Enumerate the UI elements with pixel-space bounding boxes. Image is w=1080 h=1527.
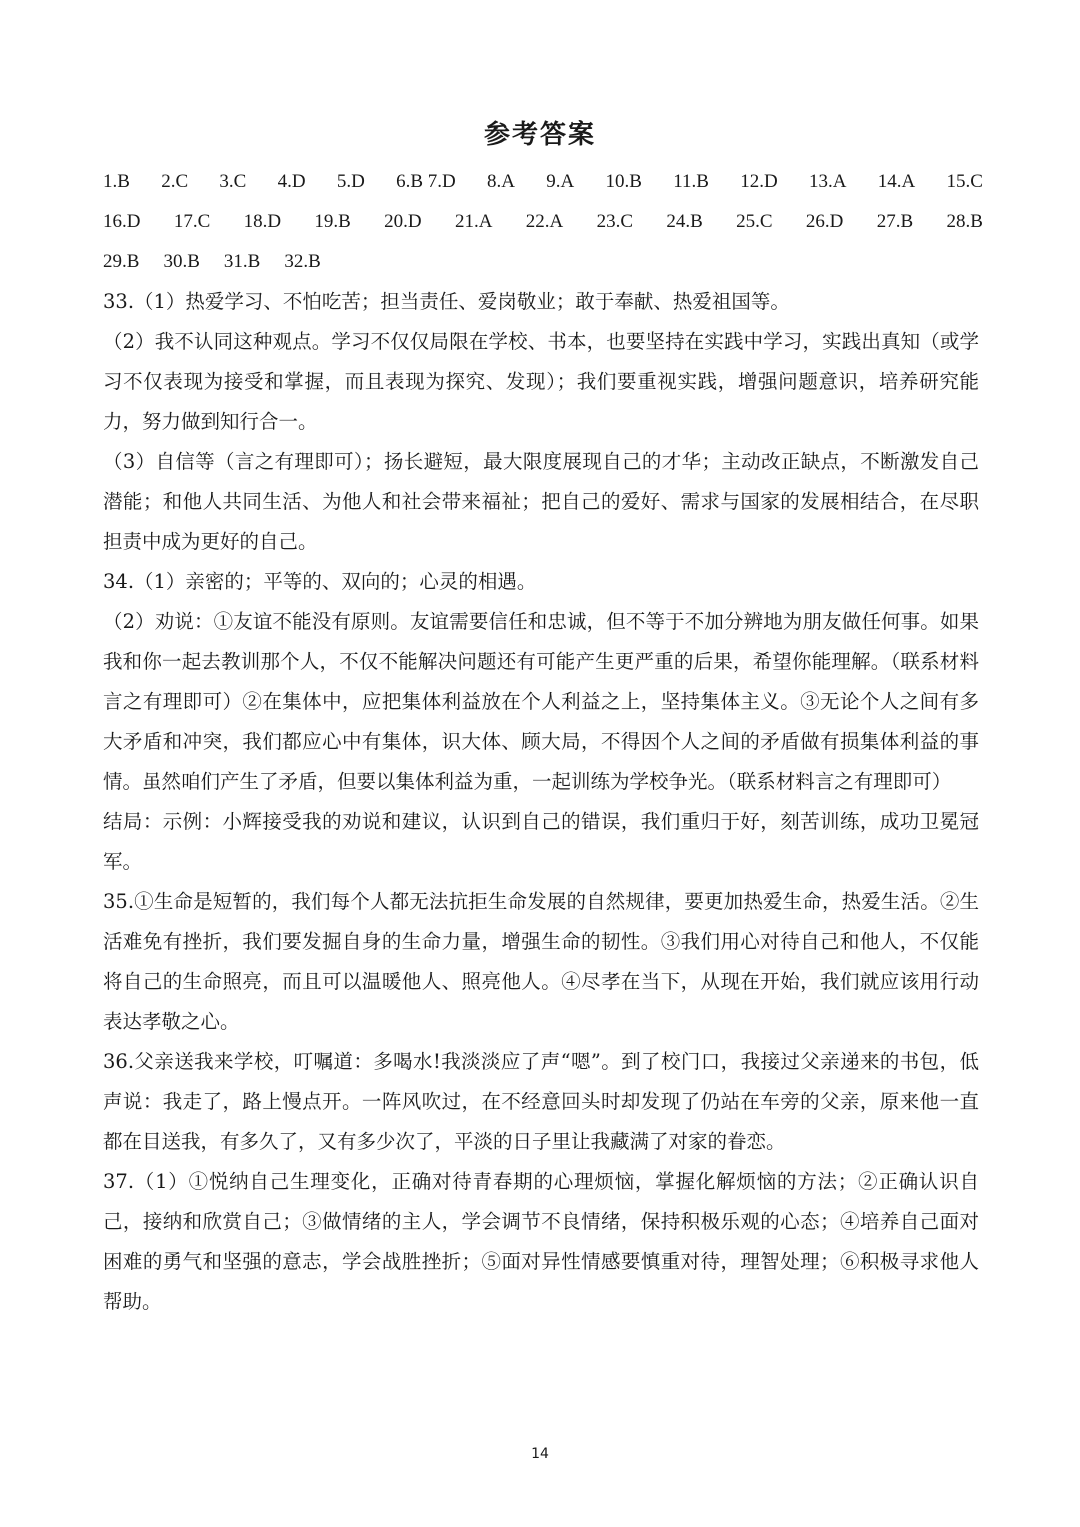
page-title: 参考答案: [483, 120, 596, 150]
mc-answer: 12.D: [740, 171, 778, 192]
mc-answer: 32.B: [284, 251, 321, 272]
mc-answer: 13.A: [808, 171, 847, 192]
mc-answer: 8.A: [487, 171, 516, 192]
mc-answer: 18.D: [243, 211, 282, 232]
mc-answer: 27.B: [876, 211, 914, 232]
answer-paragraph: （3）自信等（言之有理即可）；扬长避短，最大限度展现自己的才华；主动改正缺点，不断激发自己潜能；和他人共同生活、为他人和社会带来福祉；把自己的爱好、需求与国家的发展相结合，在尽职担责中成为更好的自己。: [103, 450, 979, 553]
mc-row: [103, 162, 983, 202]
mc-row: [103, 242, 983, 282]
mc-answer: 20.D: [384, 211, 422, 232]
mc-answer: 25.C: [736, 211, 773, 232]
mc-answer: 5.D: [336, 171, 365, 192]
mc-answer: 24.B: [666, 211, 703, 232]
mc-answer: 9.A: [546, 171, 575, 192]
page-number: 14: [531, 1446, 549, 1462]
mc-answer: 17.C: [173, 211, 211, 232]
mc-answer: 23.C: [596, 211, 634, 232]
mc-answer: 4.D: [277, 171, 306, 192]
answer-paragraph: 35.①生命是短暂的，我们每个人都无法抗拒生命发展的自然规律，要更加热爱生命，热爱生活。②生活难免有挫折，我们要发掘自身的生命力量，增强生命的韧性。③我们用心对待自己和他人，不仅能将自己的生命照亮，而且可以温暖他人、照亮他人。④尽孝在当下，从现在开始，我们就应该用行动表达孝敬之心。: [103, 890, 979, 1033]
mc-answer: 19.B: [314, 211, 351, 232]
mc-answer: 6.B 7.D: [396, 171, 456, 192]
mc-answer: 28.B: [946, 211, 983, 232]
answer-paragraph: 结局：示例：小辉接受我的劝说和建议，认识到自己的错误，我们重归于好，刻苦训练，成功卫冕冠军。: [103, 810, 979, 873]
mc-answer: 21.A: [454, 211, 493, 232]
answer-paragraph: 36.父亲送我来学校，叮嘱道：多喝水!我淡淡应了声“嗯”。到了校门口，我接过父亲递来的书包，低声说：我走了，路上慢点开。一阵风吹过，在不经意回头时却发现了仍站在车旁的父亲，原来他一直都在目送我，有多久了，又有多少次了，平淡的日子里让我藏满了对家的眷恋。: [103, 1050, 979, 1153]
mc-answer: 10.B: [605, 171, 642, 192]
multiple-choice-answers: [103, 162, 983, 282]
mc-answer: 30.B: [163, 251, 200, 272]
answer-paragraph: 33.（1）热爱学习、不怕吃苦；担当责任、爱岗敬业；敢于奉献、热爱祖国等。: [103, 290, 790, 313]
answer-paragraph: （2）劝说：①友谊不能没有原则。友谊需要信任和忠诚，但不等于不加分辨地为朋友做任何事。如果我和你一起去教训那个人，不仅不能解决问题还有可能产生更严重的后果，希望你能理解。（联系材料言之有理即可）②在集体中，应把集体利益放在个人利益之上，坚持集体主义。③无论个人之间有多大矛盾和冲突，我们都应心中有集体，识大体、顾大局，不得因个人之间的矛盾做有损集体利益的事情。虽然咱们产生了矛盾，但要以集体利益为重，一起训练为学校争光。（联系材料言之有理即可）: [103, 610, 979, 793]
mc-answer: 11.B: [673, 171, 709, 192]
mc-answer: 2.C: [161, 171, 189, 192]
mc-answer: 16.D: [103, 211, 141, 232]
answer-paragraph: （2）我不认同这种观点。学习不仅仅局限在学校、书本，也要坚持在实践中学习，实践出真知（或学习不仅表现为接受和掌握，而且表现为探究、发现）；我们要重视实践，增强问题意识，培养研究能力，努力做到知行合一。: [103, 330, 979, 433]
mc-answer: 31.B: [223, 251, 261, 272]
answer-paragraph: 37.（1）①悦纳自己生理变化，正确对待青春期的心理烦恼，掌握化解烦恼的方法；②正确认识自己，接纳和欣赏自己；③做情绪的主人，学会调节不良情绪，保持积极乐观的心态；④培养自己面对困难的勇气和坚强的意志，学会战胜挫折；⑤面对异性情感要慎重对待，理智处理；⑥积极寻求他人帮助。: [103, 1170, 979, 1313]
mc-row: [103, 202, 983, 242]
mc-answer: 22.A: [525, 211, 564, 232]
mc-answer: 29.B: [103, 251, 140, 272]
mc-answer: 3.C: [219, 171, 247, 192]
mc-answer: 15.C: [946, 171, 983, 192]
mc-answer: 14.A: [877, 171, 916, 192]
answer-body: [103, 282, 979, 1322]
mc-answer: 1.B: [103, 171, 130, 192]
mc-answer: 26.D: [805, 211, 844, 232]
answer-paragraph: 34.（1）亲密的；平等的、双向的；心灵的相遇。: [103, 570, 537, 593]
